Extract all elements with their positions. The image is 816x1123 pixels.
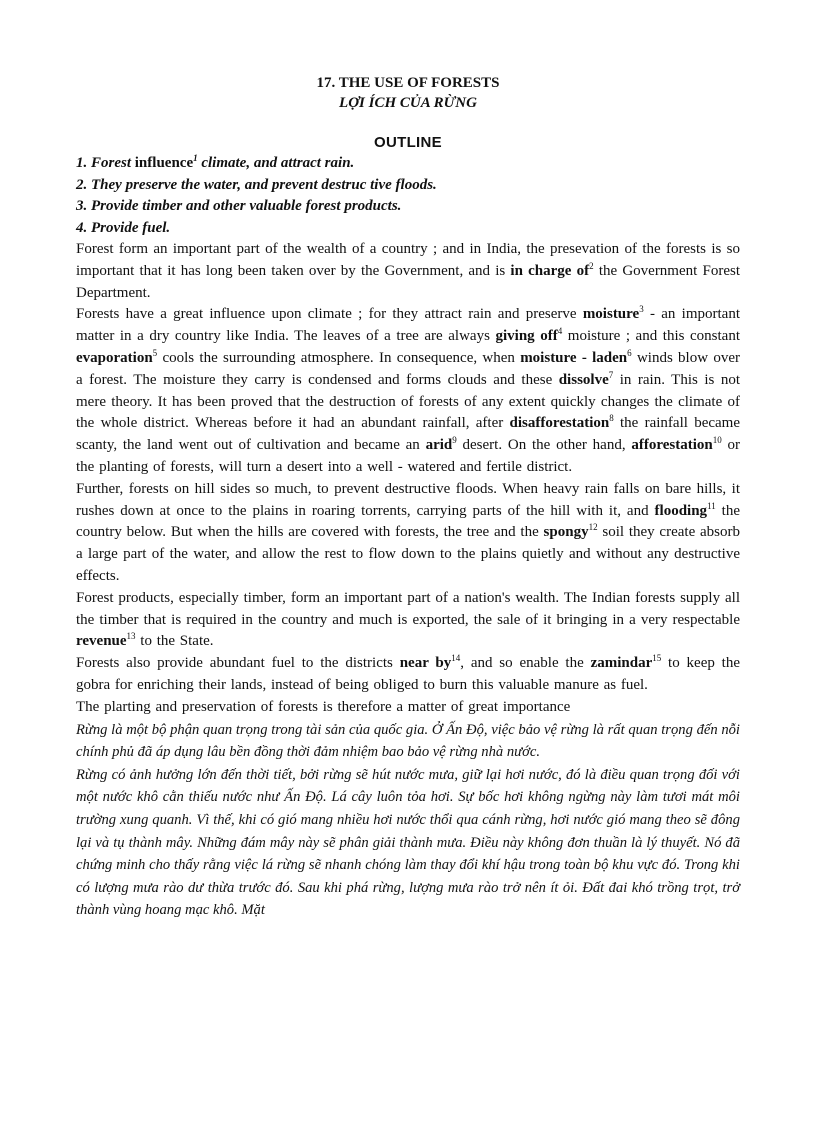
text: desert. On the other hand, bbox=[456, 437, 632, 454]
vocab-term: zamindar bbox=[590, 655, 653, 672]
outline-text: climate, and attract rain. bbox=[197, 155, 355, 171]
footnote-ref: 10 bbox=[712, 435, 722, 446]
footnote-ref: 9 bbox=[452, 435, 457, 446]
lesson-subtitle: LỢI ÍCH CỦA RỪNG bbox=[339, 95, 477, 111]
text: the Government Forest Department. bbox=[76, 262, 740, 301]
footnote-ref: 12 bbox=[588, 522, 598, 533]
english-paragraph-6: The plarting and preservation of forests is therefore a matter of great importance bbox=[76, 698, 571, 715]
outline-item-3: 3. Provide timber and other valuable forest products. bbox=[76, 198, 402, 214]
outline-heading: OUTLINE bbox=[374, 134, 442, 151]
vocab-term: spongy bbox=[543, 524, 589, 541]
english-paragraph-4 bbox=[76, 588, 740, 653]
text: Forest products, especially timber, form an important part of a nation's wealth. The Indian forests supply all the timber that is required in the country and much is exported, the sale of it bringing in a very respectable bbox=[76, 589, 740, 628]
vocab-term: revenue bbox=[76, 633, 127, 650]
text: cools the surrounding atmosphere. In consequence, when bbox=[157, 349, 521, 366]
footnote-ref: 13 bbox=[126, 631, 136, 642]
text: or the planting of forests, will turn a desert into a well - watered and fertile district. bbox=[76, 437, 741, 475]
vocab-term: near by bbox=[399, 655, 452, 672]
outline-item-1 bbox=[76, 153, 740, 175]
text: winds blow over a forest. The moisture they carry is condensed and forms clouds and these bbox=[76, 349, 740, 388]
footnote-ref: 3 bbox=[639, 304, 644, 315]
text: Forests also provide abundant fuel to the districts bbox=[76, 655, 400, 672]
text: the country below. But when the hills are covered with forests, the tree and the bbox=[76, 502, 741, 541]
text: soil they create absorb a large part of the water, and allow the rest to flow down to the plains quietly and without any destructive effects. bbox=[76, 524, 740, 584]
english-paragraph-1 bbox=[76, 239, 740, 304]
footnote-ref: 7 bbox=[608, 369, 614, 380]
text: moisture ; and this constant bbox=[562, 328, 740, 345]
lesson-title: 17. THE USE OF FORESTS bbox=[316, 75, 500, 91]
document-page bbox=[76, 70, 740, 922]
vocab-term: flooding bbox=[654, 502, 708, 519]
text: the rainfall became scanty, the land went out of cultivation and became an bbox=[76, 415, 740, 454]
outline-item-4: 4. Provide fuel. bbox=[76, 219, 171, 236]
vocab-term: moisture - laden bbox=[520, 349, 628, 366]
outline-text: 1. Forest bbox=[76, 155, 135, 171]
footnote-ref: 2 bbox=[589, 260, 594, 271]
vocab-term: giving off bbox=[495, 328, 558, 345]
footnote-ref: 15 bbox=[652, 653, 662, 664]
text: Forest form an important part of the wealth of a country ; and in India, the presevation of the forests is so important that it has long been taken over by the Government, and is bbox=[76, 241, 740, 279]
english-paragraph-5 bbox=[76, 653, 740, 697]
footnote-ref: 5 bbox=[152, 347, 158, 358]
vocab-term: disafforestation bbox=[509, 415, 610, 432]
footnote-ref: 8 bbox=[609, 413, 614, 424]
footnote-ref: 11 bbox=[707, 500, 716, 511]
vocab-term: moisture bbox=[582, 306, 640, 323]
vocab-term: evaporation bbox=[76, 349, 153, 366]
vocab-term: afforestation bbox=[631, 437, 713, 454]
footnote-ref: 6 bbox=[627, 347, 632, 358]
text: to keep the gobra for enriching their lands, instead of being obliged to burn this valuable manure as fuel. bbox=[76, 655, 741, 693]
text: , and so enable the bbox=[460, 655, 591, 672]
text: in rain. This is not mere theory. It has been proved that the destruction of forests of any extent quickly changes the climate of the whole district. Whereas before it had an abundant rainfall, after bbox=[76, 371, 740, 432]
vietnamese-paragraph-2: Rừng có ảnh hưởng lớn đến thời tiết, bởi rừng sẽ hút nước mưa, giữ lại hơi nước, đó là điều quan trọng đối với một nước khô cằn thiếu nước như Ấn Độ. Lá cây luôn tỏa hơi. Sự bốc hơi không ngừng này làm tươi mát môi trường xung quanh. Vì thế, khi có gió mang nhiều hơi nước thổi qua cánh rừng, hơi nước gió mang theo sẽ đông lại và tụ thành mây. Những đám mây này sẽ phân giải thành mưa. Điều này không đơn thuần là lý thuyết. Nó đã chứng minh cho thấy rằng việc lá rừng sẽ nhanh chóng làm thay đổi khí hậu trong toàn bộ khu vực đó. Trong khi có lượng mưa rào dư thừa trước đó. Sau khi phá rừng, lượng mưa rào trở nên ít ỏi. Đất đai khó trồng trọt, trở thành vùng hoang mạc khô. Mặt bbox=[76, 766, 740, 919]
footnote-ref: 14 bbox=[451, 653, 461, 664]
footnote-ref: 4 bbox=[557, 326, 563, 337]
footnote-ref: 1 bbox=[193, 153, 198, 163]
text: Further, forests on hill sides so much, to prevent destructive floods. When heavy rain falls on bare hills, it rushes down at once to the plains in roaring torrents, carrying parts of the hill with it, and bbox=[76, 480, 740, 519]
outline-item-2: 2. They preserve the water, and prevent destruc tive floods. bbox=[76, 176, 437, 193]
vietnamese-paragraph-1: Rừng là một bộ phận quan trọng trong tài sản của quốc gia. Ở Ấn Độ, việc bảo vệ rừng là rất quan trọng đến nỗi chính phủ đã áp dụng lâu bền đồng thời đảm nhiệm bao bảo vệ rừng nhà nước. bbox=[76, 721, 740, 761]
vocab-term: in charge of bbox=[510, 262, 590, 279]
vocab-term: arid bbox=[425, 437, 453, 454]
english-paragraph-3 bbox=[76, 479, 740, 588]
text: Forests have a great influence upon climate ; for they attract rain and preserve bbox=[76, 306, 583, 323]
vocab-term: dissolve bbox=[558, 371, 609, 388]
text: - an important matter in a dry country like India. The leaves of a tree are always bbox=[76, 306, 741, 345]
vocab-term: influence bbox=[134, 155, 194, 171]
english-paragraph-2 bbox=[76, 304, 740, 478]
text: to the State. bbox=[135, 633, 214, 650]
